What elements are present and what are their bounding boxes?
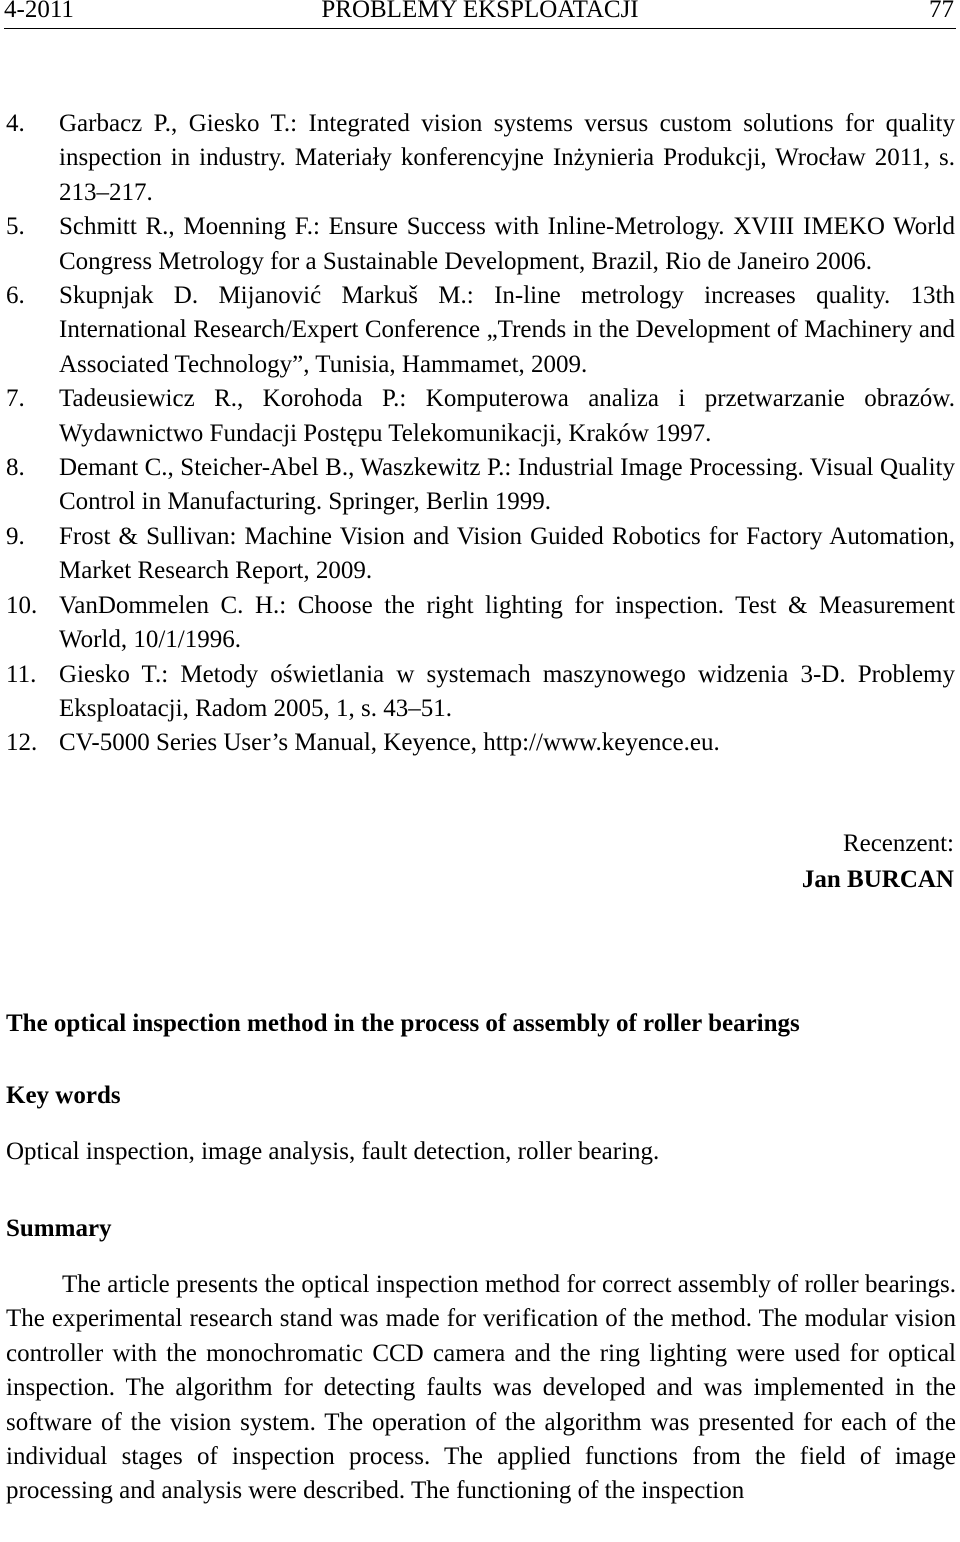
reference-number: 5. — [6, 213, 25, 241]
reference-item — [6, 658, 955, 727]
reviewer-name: Jan BURCAN — [801, 866, 954, 893]
reference-text: Giesko T.: Metody oświetlania w systemach maszynowego widzenia 3-D. Problemy Eksploatacji, Radom 2005, 1, s. 43–51. — [59, 660, 955, 722]
issue-number: 4-2011 — [4, 0, 74, 23]
reference-item — [6, 382, 955, 451]
reference-number: 11. — [6, 660, 37, 688]
journal-name: PROBLEMY EKSPLOATACJI — [321, 0, 639, 23]
reference-list — [6, 107, 955, 761]
reference-number: 12. — [6, 729, 38, 757]
reference-text: Schmitt R., Moenning F.: Ensure Success with Inline-Metrology. XVIII IMEKO World Congress Metrology for a Sustainable Development, Brazil, Rio de Janeiro 2006. — [59, 213, 955, 275]
reference-item — [6, 279, 955, 382]
reference-item — [6, 451, 955, 520]
reference-item — [6, 107, 955, 210]
reference-text: Tadeusiewicz R., Korohoda P.: Komputerowa analiza i przetwarzanie obrazów. Wydawnictwo Fundacji Postępu Telekomunikacji, Kraków 1997. — [59, 385, 955, 447]
reference-number: 4. — [6, 110, 25, 137]
reference-text: CV-5000 Series User’s Manual, Keyence, http://www.keyence.eu. — [59, 729, 720, 757]
keywords-heading: Key words — [6, 1082, 121, 1109]
reference-number: 7. — [6, 385, 25, 413]
keywords-text: Optical inspection, image analysis, fault detection, roller bearing. — [6, 1138, 660, 1165]
summary-text: The article presents the optical inspection method for correct assembly of roller bearings. The experimental research stand was made for verification of the method. The modular vision controller with the monochromatic CCD camera and the ring lighting were used for optical inspection. The algorithm for detecting faults was developed and was implemented in the software of the vision system. The operation of the algorithm was presented for each of the individual stages of inspection process. The applied functions from the field of image processing and analysis were described. The functioning of the inspection — [6, 1271, 956, 1505]
reference-item — [6, 520, 955, 589]
reference-text: VanDommelen C. H.: Choose the right lighting for inspection. Test & Measurement World, 10/1/1996. — [59, 591, 955, 654]
reference-number: 10. — [6, 591, 38, 619]
running-header — [4, 0, 956, 29]
reference-item — [6, 210, 955, 279]
article-title: The optical inspection method in the process of assembly of roller bearings — [6, 1010, 800, 1037]
reference-text: Skupnjak D. Mijanović Markuš M.: In-line metrology increases quality. 13th International Research/Expert Conference „Trends in the Development of Machinery and Associated Technology”, Tunisia, Hammamet, 2009. — [59, 282, 955, 378]
page-number: 77 — [929, 0, 954, 23]
reference-text: Frost & Sullivan: Machine Vision and Vision Guided Robotics for Factory Automation, Market Research Report, 2009. — [59, 522, 955, 585]
reviewer-block — [802, 826, 954, 898]
reference-text: Garbacz P., Giesko T.: Integrated vision systems versus custom solutions for quality inspection in industry. Materiały konferencyjne Inżynieria Produkcji, Wrocław 2011, s. 213–217. — [59, 110, 955, 206]
reference-number: 9. — [6, 522, 25, 550]
reference-text: Demant C., Steicher-Abel B., Waszkewitz P.: Industrial Image Processing. Visual Quality Control in Manufacturing. Springer, Berlin 1999. — [59, 454, 955, 516]
reference-item — [6, 726, 955, 760]
reference-number: 8. — [6, 454, 25, 482]
reference-item — [6, 589, 955, 658]
reviewer-label: Recenzent: — [842, 830, 954, 857]
reference-number: 6. — [6, 282, 25, 310]
summary-heading: Summary — [6, 1215, 112, 1242]
